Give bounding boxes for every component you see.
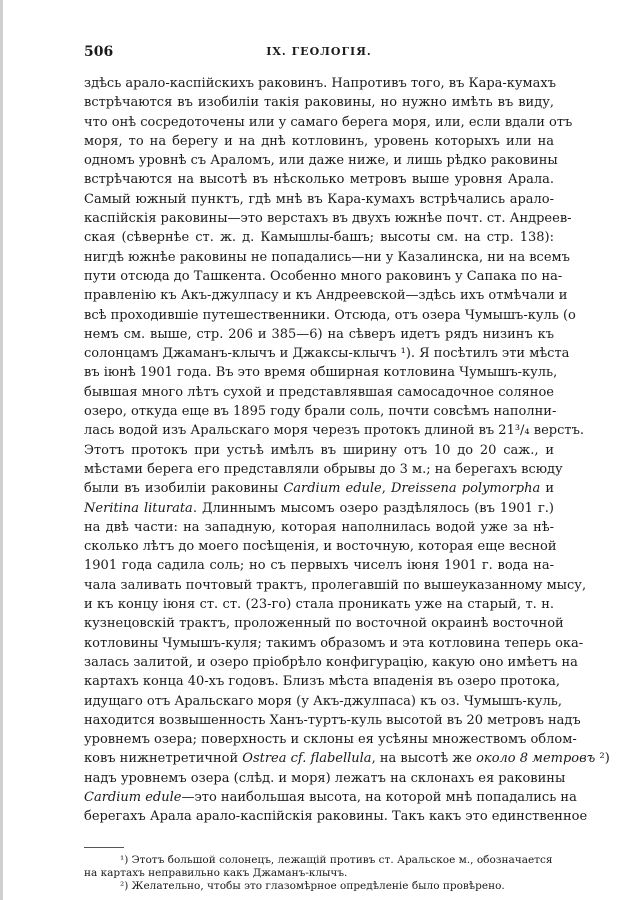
text-line: мѣстами берега его представляли обрывы до 3 м.; на берегахъ всюду xyxy=(84,461,563,477)
text-line: пути отсюда до Ташкента. Особенно много раковинъ у Сапака по на- xyxy=(84,268,563,284)
text-line: на двѣ части: на западную, которая наполнилась водой уже за нѣ- xyxy=(84,519,554,535)
text-line: были въ изобиліи раковины Cardium edule, Dreissena polymorpha и xyxy=(84,481,555,497)
text-line: нигдѣ южнѣе раковины не попадались—ни у Казалинска, ни на всемъ xyxy=(84,249,570,265)
text-line: правленію къ Акъ-джулпасу и къ Андреевской—здѣсь ихъ отмѣчали и xyxy=(84,288,568,304)
text-line: всѣ проходившіе путешественники. Отсюда, отъ озера Чумышъ-куль (о xyxy=(84,307,576,323)
text-line: уровнемъ озера; поверхность и склоны ея усѣяны множествомъ облом- xyxy=(84,732,577,748)
text-line: немъ см. выше, стр. 206 и 385—6) на сѣверъ идетъ рядъ низинъ къ xyxy=(84,326,554,342)
text-line: Этотъ протокъ при устьѣ имѣлъ въ ширину отъ 10 до 20 саж., и xyxy=(84,442,554,458)
book-page xyxy=(84,44,610,893)
text-line: встрѣчаются на высотѣ въ нѣсколько метровъ выше уровня Арала. xyxy=(84,172,554,188)
page-edge-shadow xyxy=(0,0,3,900)
text-line: одномъ уровнѣ съ Араломъ, или даже ниже, и лишь рѣдко раковины xyxy=(84,153,558,169)
text-line: Cardium edule—это наибольшая высота, на которой мнѣ попадались на xyxy=(84,789,577,805)
text-line: котловины Чумышъ-куля; такимъ образомъ и эта котловина теперь ока- xyxy=(84,635,584,651)
text-line: озеро, откуда еще въ 1895 году брали соль, почти совсѣмъ наполни- xyxy=(84,404,557,420)
text-line: бывшая много лѣтъ сухой и представлявшая самосадочное соляное xyxy=(84,384,554,400)
text-line: залась залитой, и озеро пріобрѣло конфигурацію, какую оно имѣетъ на xyxy=(84,654,578,670)
footnote-line: на картахъ неправильно какъ Джаманъ-клычъ. xyxy=(84,866,348,879)
text-line: каспійскія раковины—это верстахъ въ двухъ южнѣе почт. ст. Андреев- xyxy=(84,211,572,227)
text-line: что онѣ сосредоточены или у самаго берега моря, или, если вдали отъ xyxy=(84,114,573,130)
text-line: чала заливать почтовый трактъ, пролегавшій по вышеуказанному мысу, xyxy=(84,577,587,593)
text-line: встрѣчаются въ изобиліи такія раковины, но нужно имѣть въ виду, xyxy=(84,95,554,111)
text-line: въ іюнѣ 1901 года. Въ это время обширная котловина Чумышъ-куль, xyxy=(84,365,558,381)
footnote-line: ¹) Этотъ большой солонецъ, лежащій противъ ст. Аральское м., обозначается xyxy=(120,853,553,866)
footnote-line: ²) Желательно, чтобы это глазомѣрное опредѣленіе было провѣрено. xyxy=(120,879,505,892)
text-line: идущаго отъ Аральскаго моря (у Акъ-джулпаса) къ оз. Чумышъ-куль, xyxy=(84,693,562,709)
text-line: Neritina liturata. Длиннымъ мысомъ озеро раздѣлялось (въ 1901 г.) xyxy=(84,500,554,516)
footnotes xyxy=(84,854,554,893)
text-line: солонцамъ Джаманъ-клычъ и Джаксы-клычъ ¹). Я посѣтилъ эти мѣста xyxy=(84,346,570,362)
text-line: надъ уровнемъ озера (слѣд. и моря) лежатъ на склонахъ ея раковины xyxy=(84,770,566,786)
text-line: 1901 года садила соль; но съ первыхъ чиселъ іюня 1901 г. вода на- xyxy=(84,558,554,574)
text-line: и къ концу іюня ст. ст. (23-го) стала проникать уже на старый, т. н. xyxy=(84,597,554,613)
text-line: моря, то на берегу и на днѣ котловинъ, уровень которыхъ или на xyxy=(84,133,554,149)
footnote-divider xyxy=(84,847,124,848)
text-line: ковъ нижнетретичной Ostrea cf. flabellula, на высотѣ же около 8 метровъ ²) xyxy=(84,751,610,767)
text-line: находится возвышенность Ханъ-туртъ-куль высотой въ 20 метровъ надъ xyxy=(84,712,581,728)
text-line: кузнецовскій трактъ, проложенный по восточной окраинѣ восточной xyxy=(84,616,564,632)
text-line: лась водой изъ Аральскаго моря черезъ протокъ длиной въ 21³/₄ верстъ. xyxy=(84,423,584,439)
running-head: IX. ГЕОЛОГІЯ. xyxy=(266,45,372,58)
text-line: здѣсь арало-каспійскихъ раковинъ. Напротивъ того, въ Кара-кумахъ xyxy=(84,76,557,91)
text-line: Самый южный пунктъ, гдѣ мнѣ въ Кара-кумахъ встрѣчались арало- xyxy=(84,191,554,207)
body-text xyxy=(84,74,610,827)
page-number: 506 xyxy=(84,44,114,60)
text-line: сколько лѣтъ до моего посѣщенія, и восточную, которая еще весной xyxy=(84,539,557,555)
text-line: берегахъ Арала арало-каспійскія раковины. Такъ какъ это единственное xyxy=(84,809,588,825)
text-line: картахъ конца 40-хъ годовъ. Близъ мѣста впаденія въ озеро протока, xyxy=(84,674,561,690)
text-line: ская (сѣвернѣе ст. ж. д. Камышлы-башъ; высоты см. на стр. 138): xyxy=(84,230,554,246)
page-header xyxy=(84,44,554,64)
